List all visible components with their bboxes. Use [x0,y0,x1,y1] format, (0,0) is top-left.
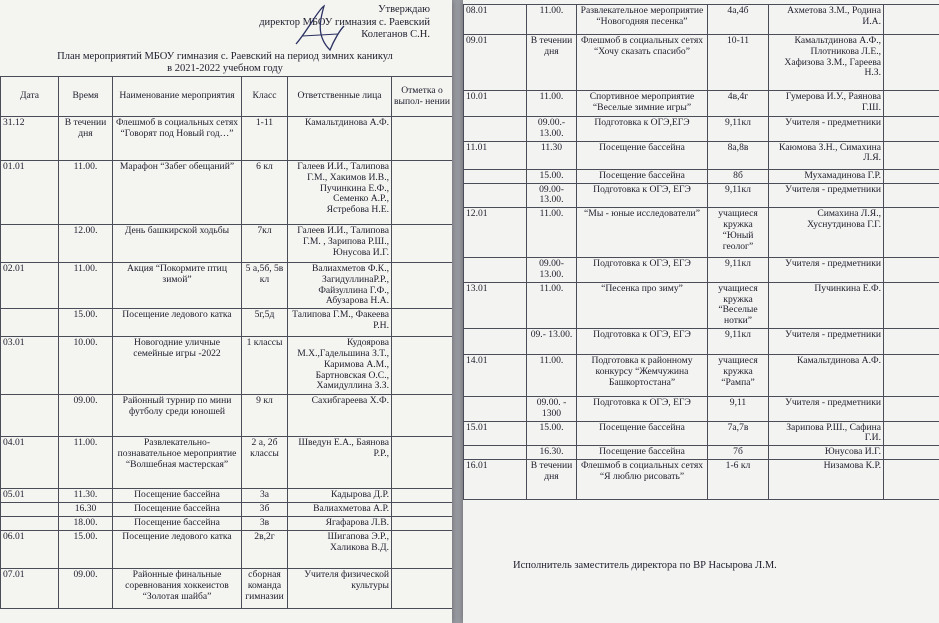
date-cell: 14.01 [464,354,527,396]
date-cell: 06.01 [1,531,59,569]
date-cell [1,517,59,531]
event-name-cell: “Мы - юные исследователи” [577,208,708,258]
completion-mark-cell [884,35,939,91]
event-name-cell: Посещение бассейна [577,421,708,446]
responsible-cell: Ахметова З.М., Родина И.А. [769,5,884,35]
date-cell: 12.01 [464,208,527,258]
responsible-cell: Учителя - предметники [769,258,884,283]
table-row [464,208,939,258]
class-cell: 2 а, 2б классы [242,437,288,489]
completion-mark-cell [392,531,453,569]
responsible-cell: Пучинкина Е.Ф. [769,282,884,328]
table-row [464,169,939,183]
completion-mark-cell [884,117,939,142]
time-cell: 09.00.- 13.00. [527,117,577,142]
event-name-cell: Подготовка к ОГЭ, ЕГЭ [577,328,708,354]
completion-mark-cell [392,489,453,503]
time-cell: 09.00. - 1300 [527,396,577,421]
completion-mark-cell [884,91,939,117]
time-cell: 09.00- 13.00. [527,183,577,208]
class-cell: учащиеся кружка “Рампа” [708,354,769,396]
events-table-right [463,4,939,500]
event-name-cell: Флешмоб в социальных сетях “Я люблю рисовать” [577,460,708,500]
responsible-cell: Симахина Л.Я., Хуснутдинова Г.Г. [769,208,884,258]
responsible-cell: Галеев И.И., Талипова Г.М. , Зарипова Р.Ш., Юнусова И.Г. [288,225,392,263]
table-row [1,517,453,531]
class-cell: 6 кл [242,161,288,225]
time-cell: 11.00. [527,354,577,396]
date-cell [464,169,527,183]
completion-mark-cell [392,569,453,609]
responsible-cell: Валиахметова А.Р. [288,503,392,517]
date-cell: 03.01 [1,337,59,395]
date-cell: 04.01 [1,437,59,489]
completion-mark-cell [884,282,939,328]
time-cell: В течении дня [59,117,113,161]
table-row [1,263,453,309]
table-row [1,395,453,437]
event-name-cell: Посещение бассейна [577,169,708,183]
event-name-cell: Посещение бассейна [577,446,708,460]
class-cell: учащиеся кружка “Веселые нотки” [708,282,769,328]
class-cell: учащиеся кружка “Юный геолог” [708,208,769,258]
date-cell: 13.01 [464,282,527,328]
class-cell: 7б [708,446,769,460]
time-cell: 09.00- 13.00. [527,258,577,283]
class-cell: 1 классы [242,337,288,395]
class-cell: 3а [242,489,288,503]
executor-line: Исполнитель заместитель директора по ВР Насырова Л.М. [513,560,777,571]
table-row [1,531,453,569]
class-cell: 4в,4г [708,91,769,117]
completion-mark-cell [392,503,453,517]
responsible-cell: Кадырова Д.Р. [288,489,392,503]
table-row [464,183,939,208]
header-completion-mark: Отметка о выпол- нении [392,77,453,117]
event-name-cell: Флешмоб в социальных сетях “Хочу сказать спасибо” [577,35,708,91]
table-row [1,437,453,489]
class-cell: 9,11кл [708,328,769,354]
date-cell: 31.12 [1,117,59,161]
responsible-cell: Валиахметов Ф.К., ЗагидуллинаР.Р., Файзуллина Г.Ф., Абузарова Н.А. [288,263,392,309]
event-name-cell: Посещение ледового катка [113,531,242,569]
time-cell: 11.30. [59,489,113,503]
event-name-cell: Посещение бассейна [577,141,708,169]
time-cell: 11.00. [59,161,113,225]
event-name-cell: День башкирской ходьбы [113,225,242,263]
table-row [1,569,453,609]
responsible-cell: Зарипова Р.Ш., Сафина Г.И. [769,421,884,446]
completion-mark-cell [884,354,939,396]
date-cell: 11.01 [464,141,527,169]
responsible-cell: Камальтдинова А.Ф., Плотникова Л.Е., Хафизова З.М., Гареева Н.З. [769,35,884,91]
table-row [464,117,939,142]
responsible-cell: Юнусова И.Г. [769,446,884,460]
responsible-cell: Низамова К.Р. [769,460,884,500]
responsible-cell: Камальтдинова А.Ф. [769,354,884,396]
time-cell: 18.00. [59,517,113,531]
header-date: Дата [1,77,59,117]
class-cell: 3в [242,517,288,531]
date-cell: 05.01 [1,489,59,503]
responsible-cell: Талипова Г.М., Факеева Р.Н. [288,309,392,337]
completion-mark-cell [884,5,939,35]
table-row [464,354,939,396]
completion-mark-cell [884,396,939,421]
table-row [464,446,939,460]
event-name-cell: Развлекательное мероприятие “Новогодняя песенка” [577,5,708,35]
event-name-cell: “Песенка про зиму” [577,282,708,328]
time-cell: 09.- 13.00. [527,328,577,354]
responsible-cell: Гумерова И.У., Раянова Г.Ш. [769,91,884,117]
event-name-cell: Развлекательно-познавательное мероприятие “Волшебная мастерская” [113,437,242,489]
responsible-cell: Учителя - предметники [769,117,884,142]
time-cell: 15.00. [527,169,577,183]
approval-line-2: директор МБОУ гимназия с. Раевский [259,16,430,28]
table-row [464,5,939,35]
completion-mark-cell [392,263,453,309]
table-row [464,421,939,446]
responsible-cell: Учителя - предметники [769,396,884,421]
table-row [464,396,939,421]
time-cell: 11.00. [527,208,577,258]
table-row [1,161,453,225]
time-cell: 12.00. [59,225,113,263]
time-cell: В течении дня [527,35,577,91]
class-cell: сборная команда гимназии [242,569,288,609]
document-page-right [463,0,939,623]
completion-mark-cell [884,169,939,183]
class-cell: 7а,7в [708,421,769,446]
class-cell: 1-6 кл [708,460,769,500]
document-page-left [0,0,452,623]
completion-mark-cell [884,141,939,169]
responsible-cell: Мухамадинова Г.Р. [769,169,884,183]
responsible-cell: Камальтдинова А.Ф. [288,117,392,161]
class-cell: 7кл [242,225,288,263]
event-name-cell: Марафон “Забег обещаний” [113,161,242,225]
completion-mark-cell [392,225,453,263]
completion-mark-cell [884,258,939,283]
time-cell: 11.00. [59,437,113,489]
responsible-cell: Сахибгареева Х.Ф. [288,395,392,437]
time-cell: В течении дня [527,460,577,500]
plan-title-line-1: План мероприятий МБОУ гимназия с. Раевский на период зимних каникул [57,51,393,62]
event-name-cell: Районные финальные соревнования хоккеистов “Золотая шайба” [113,569,242,609]
table-row [1,117,453,161]
completion-mark-cell [392,309,453,337]
table-row [464,91,939,117]
time-cell: 16.30 [59,503,113,517]
completion-mark-cell [884,446,939,460]
date-cell [464,396,527,421]
responsible-cell: Шигапова Э.Р., Халикова В.Д. [288,531,392,569]
event-name-cell: Посещение ледового катка [113,309,242,337]
table-row [1,337,453,395]
responsible-cell: Каюмова З.Н., Симахина Л.Я. [769,141,884,169]
event-name-cell: Флешмоб в социальных сетях “Говорят под Новый год…” [113,117,242,161]
completion-mark-cell [884,460,939,500]
table-row [464,282,939,328]
table-row [1,489,453,503]
time-cell: 15.00. [527,421,577,446]
plan-title [20,51,430,75]
completion-mark-cell [392,517,453,531]
class-cell: 9,11 [708,396,769,421]
header-name: Наименование мероприятия [113,77,242,117]
class-cell: 9,11кл [708,117,769,142]
class-cell: 1-11 [242,117,288,161]
class-cell: 8б [708,169,769,183]
header-time: Время [59,77,113,117]
approval-line-1: Утверждаю [378,4,430,15]
time-cell: 11.00. [527,5,577,35]
date-cell: 09.01 [464,35,527,91]
time-cell: 16.30. [527,446,577,460]
time-cell: 09.00. [59,395,113,437]
event-name-cell: Посещение бассейна [113,503,242,517]
time-cell: 11.00. [527,91,577,117]
event-name-cell: Акция “Покормите птиц зимой” [113,263,242,309]
event-name-cell: Спортивное мероприятие “Веселые зимние игры” [577,91,708,117]
responsible-cell: Учителя - предметники [769,328,884,354]
time-cell: 09.00. [59,569,113,609]
header-responsible: Ответственные лица [288,77,392,117]
date-cell: 08.01 [464,5,527,35]
responsible-cell: Ягафарова Л.В. [288,517,392,531]
date-cell [1,395,59,437]
class-cell: 8а,8в [708,141,769,169]
table-header-row [1,77,453,117]
table-row [464,141,939,169]
date-cell [464,117,527,142]
class-cell: 3б [242,503,288,517]
time-cell: 10.00. [59,337,113,395]
table-row [464,35,939,91]
completion-mark-cell [884,421,939,446]
date-cell [1,309,59,337]
class-cell: 9,11кл [708,258,769,283]
class-cell: 10-11 [708,35,769,91]
completion-mark-cell [884,208,939,258]
table-row [464,460,939,500]
time-cell: 15.00. [59,531,113,569]
header-class: Класс [242,77,288,117]
table-row [1,309,453,337]
date-cell [464,183,527,208]
time-cell: 11.00. [527,282,577,328]
table-row [1,225,453,263]
event-name-cell: Подготовка к ОГЭ, ЕГЭ [577,183,708,208]
responsible-cell: Учителя физической культуры [288,569,392,609]
event-name-cell: Подготовка к ОГЭ, ЕГЭ [577,258,708,283]
date-cell [1,503,59,517]
class-cell: 5 а,5б, 5в кл [242,263,288,309]
event-name-cell: Подготовка к ОГЭ, ЕГЭ [577,396,708,421]
class-cell: 9,11кл [708,183,769,208]
responsible-cell: Учителя - предметники [769,183,884,208]
class-cell: 2в,2г [242,531,288,569]
time-cell: 11.30 [527,141,577,169]
responsible-cell: Шведун Е.А., Баянова Р.Р., [288,437,392,489]
time-cell: 15.00. [59,309,113,337]
event-name-cell: Районный турнир по мини футболу среди юношей [113,395,242,437]
responsible-cell: Кудоярова М.Х.,Гадельшина З.Т., Каримова А.М., Бартновская О.С., Хамидуллина З.З. [288,337,392,395]
completion-mark-cell [392,117,453,161]
plan-title-line-2: в 2021-2022 учебном году [167,63,283,74]
table-row [1,503,453,517]
table-row [464,328,939,354]
completion-mark-cell [392,337,453,395]
approval-line-3: Колеганов С.Н. [361,29,430,40]
class-cell: 9 кл [242,395,288,437]
completion-mark-cell [392,395,453,437]
date-cell: 02.01 [1,263,59,309]
date-cell: 15.01 [464,421,527,446]
completion-mark-cell [392,161,453,225]
completion-mark-cell [884,183,939,208]
date-cell: 07.01 [1,569,59,609]
event-name-cell: Подготовка к ОГЭ,ЕГЭ [577,117,708,142]
responsible-cell: Галеев И.И., Талипова Г.М., Хакимов И.В., Пучинкина Е.Ф., Семенко А.Р., Ястребова Н.Е. [288,161,392,225]
completion-mark-cell [884,328,939,354]
date-cell: 10.01 [464,91,527,117]
date-cell [464,446,527,460]
class-cell: 5г,5д [242,309,288,337]
date-cell: 01.01 [1,161,59,225]
event-name-cell: Посещение бассейна [113,489,242,503]
date-cell [464,328,527,354]
date-cell [464,258,527,283]
date-cell [1,225,59,263]
completion-mark-cell [392,437,453,489]
event-name-cell: Подготовка к районному конкурсу “Жемчужина Башкортостана” [577,354,708,396]
event-name-cell: Новогодние уличные семейные игры -2022 [113,337,242,395]
time-cell: 11.00. [59,263,113,309]
date-cell: 16.01 [464,460,527,500]
class-cell: 4а,4б [708,5,769,35]
events-table-left [0,76,452,609]
event-name-cell: Посещение бассейна [113,517,242,531]
table-row [464,258,939,283]
